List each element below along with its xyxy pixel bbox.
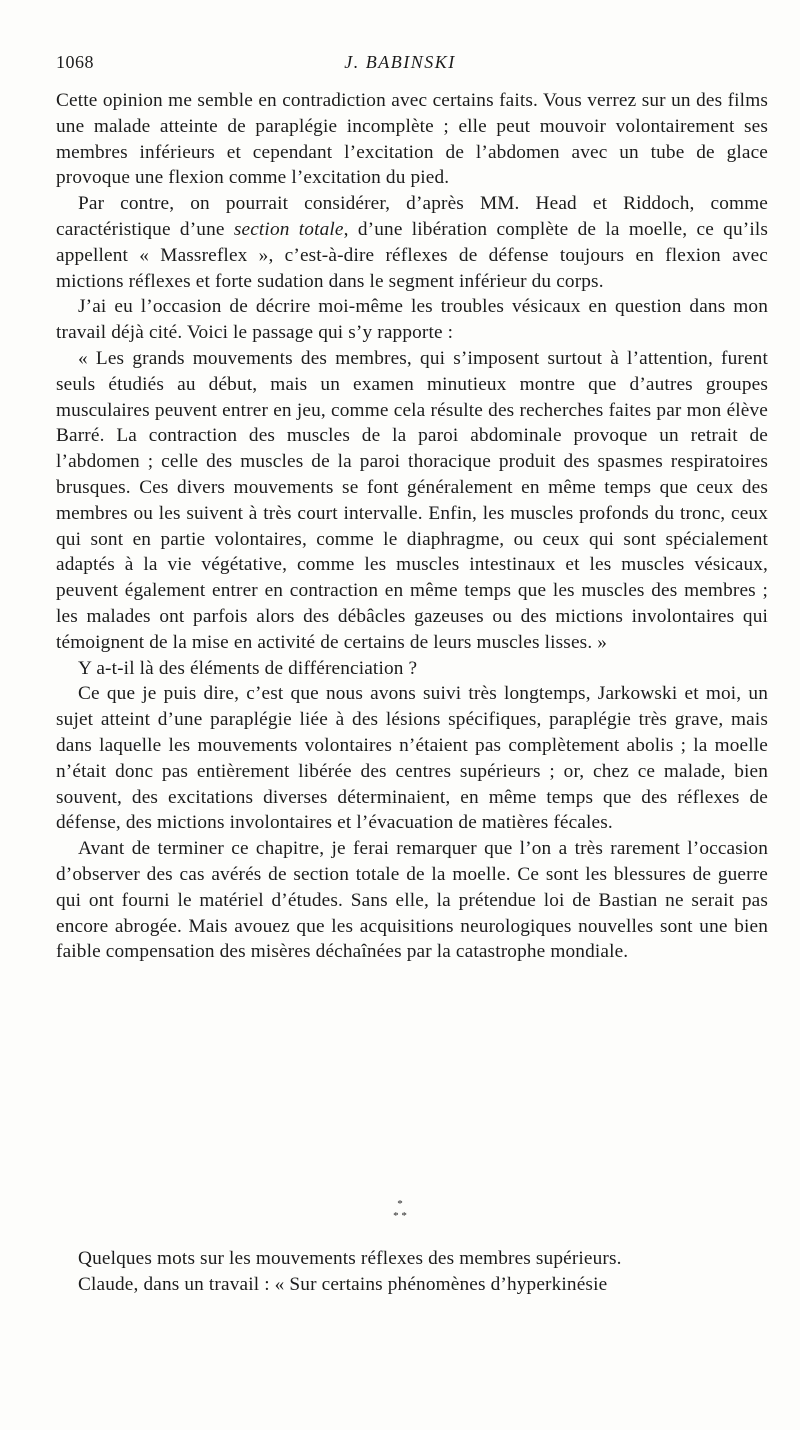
running-title: J. BABINSKI — [344, 52, 456, 72]
paragraph-conclusion: Avant de terminer ce chapitre, je ferai remarquer que l’on a très rarement l’occasion d’observer des cas avérés de section totale de la moelle. Ce sont les blessures de guerre qui ont fourni le matériel d’études. Sans elle, la prétendue loi de Bastian ne serait pas encore abrogée. Mais avouez que les acquisitions neurologiques nouvelles sont une bien faible compensation des misères déchaînées par la catastrophe mondiale. — [56, 838, 768, 963]
tail-text — [56, 1246, 768, 1298]
paragraph-head-riddoch-end: , d’une libération complète de la moelle, ce qu’ils appellent « Massreflex », c’est-à-dire réflexes de défense toujours en flexion avec mictions réflexes et forte sudation dans le segment inférieur du corps. — [56, 218, 768, 292]
asterism-bottom: * * — [393, 1210, 407, 1222]
body-text — [56, 88, 768, 965]
asterism-ornament — [0, 1198, 800, 1222]
italic-section-totale: section totale — [233, 218, 344, 240]
paragraph-question: Y a-t-il là des éléments de différenciation ? — [78, 657, 418, 679]
paragraph-opinion: Cette opinion me semble en contradiction avec certains faits. Vous verrez sur un des films une malade atteinte de paraplégie incomplète ; elle peut mouvoir volontairement ses membres inférieurs et cependant l’excitation de l’abdomen avec un tube de glace provoque une flexion comme l’excitation du pied. — [56, 90, 768, 189]
paragraph-head-riddoch — [56, 191, 768, 294]
paragraph-troubles-vesicaux: J’ai eu l’occasion de décrire moi-même les troubles vésicaux en question dans mon travail déjà cité. Voici le passage qui s’y rapporte : — [56, 296, 768, 344]
asterism-top: * — [397, 1198, 403, 1210]
paragraph-membres-superieurs: Quelques mots sur les mouvements réflexes des membres supérieurs. — [78, 1248, 622, 1269]
paragraph-head-riddoch-start: Par contre, on pourrait considérer, d’après MM. Head et Riddoch, comme caractéristique d’une — [56, 193, 768, 240]
paragraph-jarkowski: Ce que je puis dire, c’est que nous avons suivi très longtemps, Jarkowski et moi, un sujet atteint d’une paraplégie liée à des lésions spécifiques, paraplégie très grave, mais dans laquelle les mouvements volontaires n’étaient pas complètement abolis ; la moelle n’était donc pas entièrement libérée des centres supérieurs ; or, chez ce malade, bien souvent, des excitations diverses déterminaient, en même temps que des réflexes de défense, des mictions involontaires et l’évacuation de matières fécales. — [56, 683, 768, 834]
page-number: 1068 — [56, 52, 94, 72]
paragraph-claude: Claude, dans un travail : « Sur certains phénomènes d’hyperkinésie — [78, 1273, 608, 1295]
page-header — [56, 52, 744, 78]
paragraph-quotation: « Les grands mouvements des membres, qui s’imposent surtout à l’attention, furent seuls étudiés au début, mais un examen minutieux montre que d’autres groupes musculaires peuvent entrer en jeu, comme cela résulte des recherches faites par mon élève Barré. La contraction des muscles de la paroi abdominale provoque un retrait de l’abdomen ; celle des muscles de la paroi thoracique produit des spasmes respiratoires brusques. Ces divers mouvements se font généralement en même temps que ceux des membres ou les suivent à très court intervalle. Enfin, les muscles profonds du tronc, ceux qui sont en partie volontaires, comme le diaphragme, ou ceux qui sont spécialement adaptés à la vie végétative, comme les muscles intestinaux et les muscles vésicaux, peuvent également entrer en contraction en même temps que les muscles des membres ; les malades ont parfois alors des débâcles gazeuses ou des mictions involontaires qui témoignent de la mise en activité de certains de leurs muscles lisses. » — [56, 347, 768, 653]
